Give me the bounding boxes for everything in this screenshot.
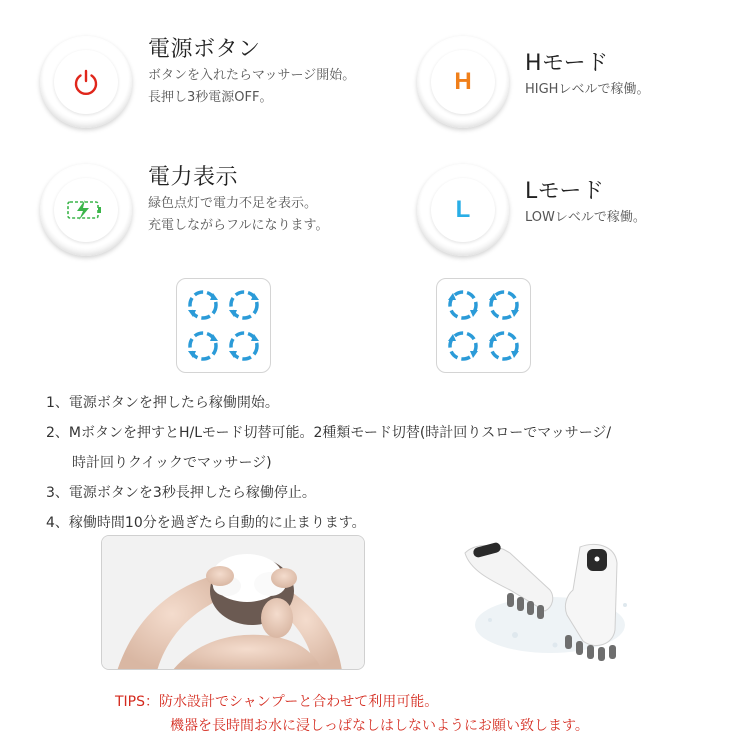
feature-power	[40, 36, 355, 128]
counterclockwise-rotation-icon	[486, 328, 522, 364]
step-2: 2、Mボタンを押すとH/Lモード切替可能。2種類モード切替(時計回りスローでマッサージ/	[46, 425, 612, 441]
counterclockwise-rotation-icon	[486, 287, 522, 323]
h-mode-desc: HIGHレベルで稼働。	[525, 82, 650, 97]
counterclockwise-rotation-icon	[445, 287, 481, 323]
l-letter-icon: L	[455, 196, 471, 223]
battery-desc-2: 充電しながらフルになります。	[148, 218, 329, 233]
instruction-steps	[46, 388, 726, 538]
clockwise-rotation-icon	[185, 328, 221, 364]
clockwise-rotation-icon	[226, 287, 262, 323]
power-icon	[71, 67, 101, 97]
feature-l-mode	[417, 164, 646, 256]
battery-charging-icon	[66, 197, 106, 223]
h-letter-icon: H	[454, 68, 472, 95]
rotation-diagram-right	[436, 278, 531, 373]
tips-line-2: 機器を長時間お水に浸しっぱなしはしないようにお願い致します。	[170, 718, 589, 734]
step-3: 3、電源ボタンを3秒長押したら稼働停止。	[46, 485, 316, 501]
feature-h-mode	[417, 36, 649, 128]
power-title: 電源ボタン	[148, 37, 261, 62]
battery-desc-1: 緑色点灯で電力不足を表示。	[148, 196, 318, 211]
woman-washing-hair-photo	[101, 535, 365, 670]
tips-line-1: TIPS：防水設計でシャンプーと合わせて利用可能。	[115, 694, 439, 710]
step-4: 4、稼働時間10分を過ぎたら自動的に止まります。	[46, 515, 366, 531]
battery-title: 電力表示	[148, 165, 239, 190]
l-mode-circle	[417, 164, 509, 256]
tips-note	[115, 690, 589, 738]
h-mode-circle	[417, 36, 509, 128]
power-desc-1: ボタンを入れたらマッサージ開始。	[148, 68, 356, 83]
l-mode-desc: LOWレベルで稼働。	[525, 210, 646, 225]
step-1: 1、電源ボタンを押したら稼働開始。	[46, 395, 279, 411]
rotation-diagram-left	[176, 278, 271, 373]
l-mode-title: Lモード	[525, 179, 605, 204]
feature-battery	[40, 164, 328, 256]
counterclockwise-rotation-icon	[445, 328, 481, 364]
scalp-massager-product-image	[455, 535, 640, 675]
h-mode-title: Hモード	[525, 51, 609, 76]
clockwise-rotation-icon	[226, 328, 262, 364]
step-2-continued: 時計回りクイックでマッサージ)	[72, 455, 272, 471]
power-desc-2: 長押し3秒電源OFF。	[148, 90, 273, 105]
battery-circle	[40, 164, 132, 256]
clockwise-rotation-icon	[185, 287, 221, 323]
power-button-circle	[40, 36, 132, 128]
